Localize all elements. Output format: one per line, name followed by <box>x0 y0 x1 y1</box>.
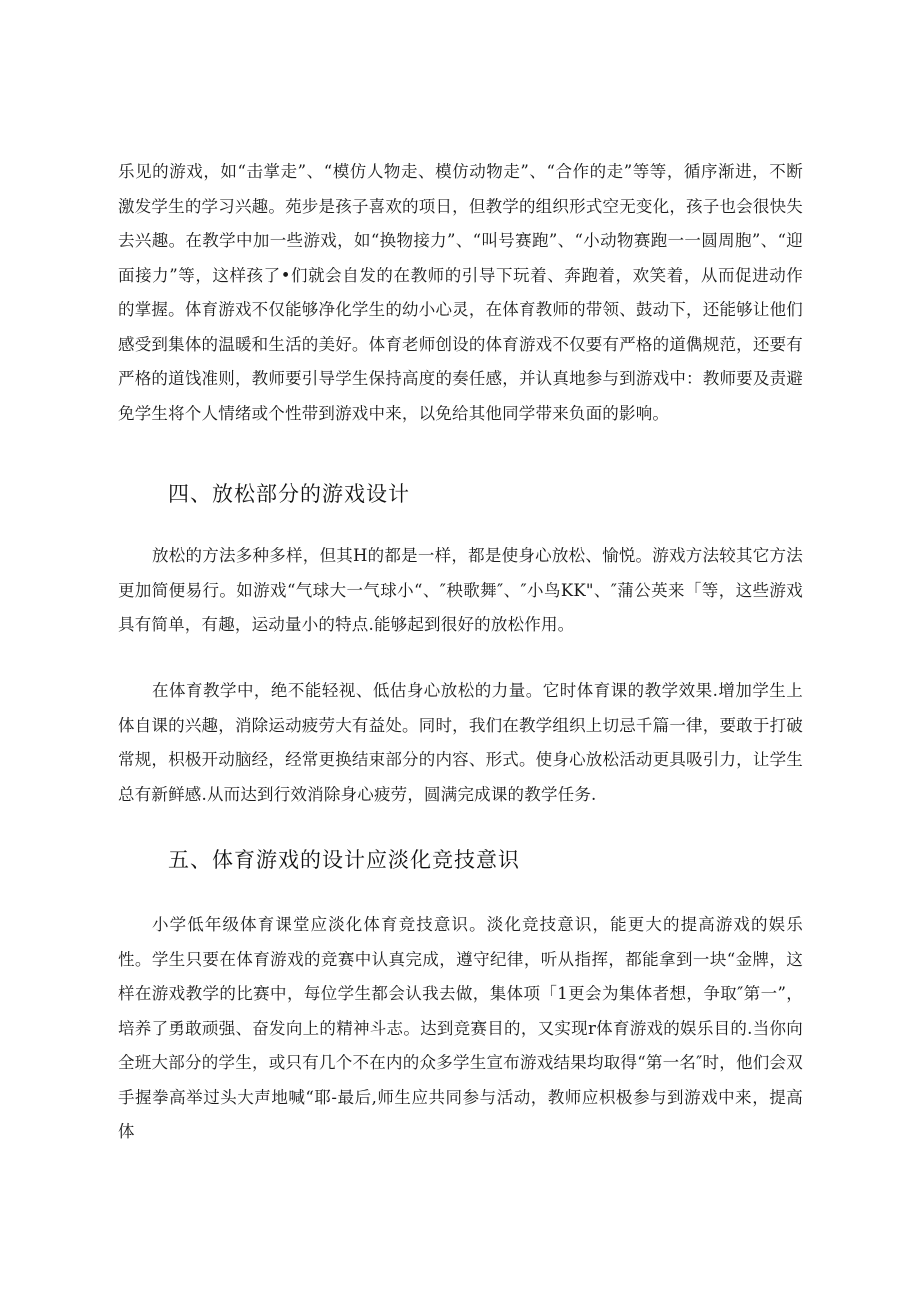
body-paragraph: 放松的方法多种多样，但其H的都是一样，都是使身心放松、愉悦。游戏方法较其它方法更加简便易行。如游戏“气球大一气球小“、″秧歌舞″、″小鸟KK"、″蒲公英来「等，这些游戏具有简单，有趣，运动量小的特点.能够起到很好的放松作用。 <box>118 546 803 634</box>
section-heading-5: 五、体育游戏的设计应淡化竞技意识 <box>168 848 520 872</box>
body-paragraph: 乐见的游戏，如“击掌走”、“模仿人物走、模仿动物走”、“合作的走”等等，循序渐进，不断激发学生的学习兴趣。苑步是孩子喜欢的项日，但教学的组织形式空无变化，孩子也会很快失去兴趣。在教学中加一些游戏，如“换物接力”、“叫号赛跑”、“小动物赛跑一一圆周胞”、“迎面接力”等，这样孩了•们就会自发的在教师的引导下玩着、奔跑着，欢笑着，从而促进动作的掌握。体育游戏不仅能够净化学生的幼小心灵，在体育教师的带领、鼓动下，还能够让他们感受到集体的温暖和生活的美好。体育老师创设的体育游戏不仅要有严格的道儁规范，还要有严格的道饯准则，教师要引导学生保持高度的奏任感，并认真地参与到游戏中：教师要及责避免学生将个人情绪或个性带到游戏中来，以免给其他同学带来负面的影响。 <box>118 162 803 423</box>
section-heading-4: 四、放松部分的游戏设计 <box>168 482 410 506</box>
body-paragraph: 在体育教学中，绝不能轻视、低估身心放松的力量。它时体育课的教学效果.增加学生上体自课的兴趣，消除运动疲劳大有益处。同时，我们在教学组织上切忌千篇一律，要敢于打破常规，枳极开动脑经，经常更换结束部分的内容、形式。使身心放松活动更具吸引力，让学生总有新鲜感.从而达到行效消除身心疲劳，圆满完成课的教学任务. <box>118 681 803 804</box>
body-paragraph: 小学低年级体育课堂应淡化体育竞技意识。淡化竞技意识，能更大的提高游戏的娱乐性。学生只要在体育游戏的竞赛中认真完成，遵守纪律，听从指挥，都能拿到一块“金牌，这样在游戏教学的比赛中，每位学生都会认我去做，集体项「1更会为集体者想，争取″第一”，培养了勇敢顽强、奋发向上的精神斗志。达到竞赛目的，又实现r体育游戏的娱乐目的.当你向全班大部分的学生，或只有几个不在内的众多学生宣布游戏结果均取得“第一名″时，他们会双手握拳高举过头大声地喊“耶-最后,师生应共同参与活动，教师应枳极参与到游戏中来，提高体 <box>118 915 803 1141</box>
